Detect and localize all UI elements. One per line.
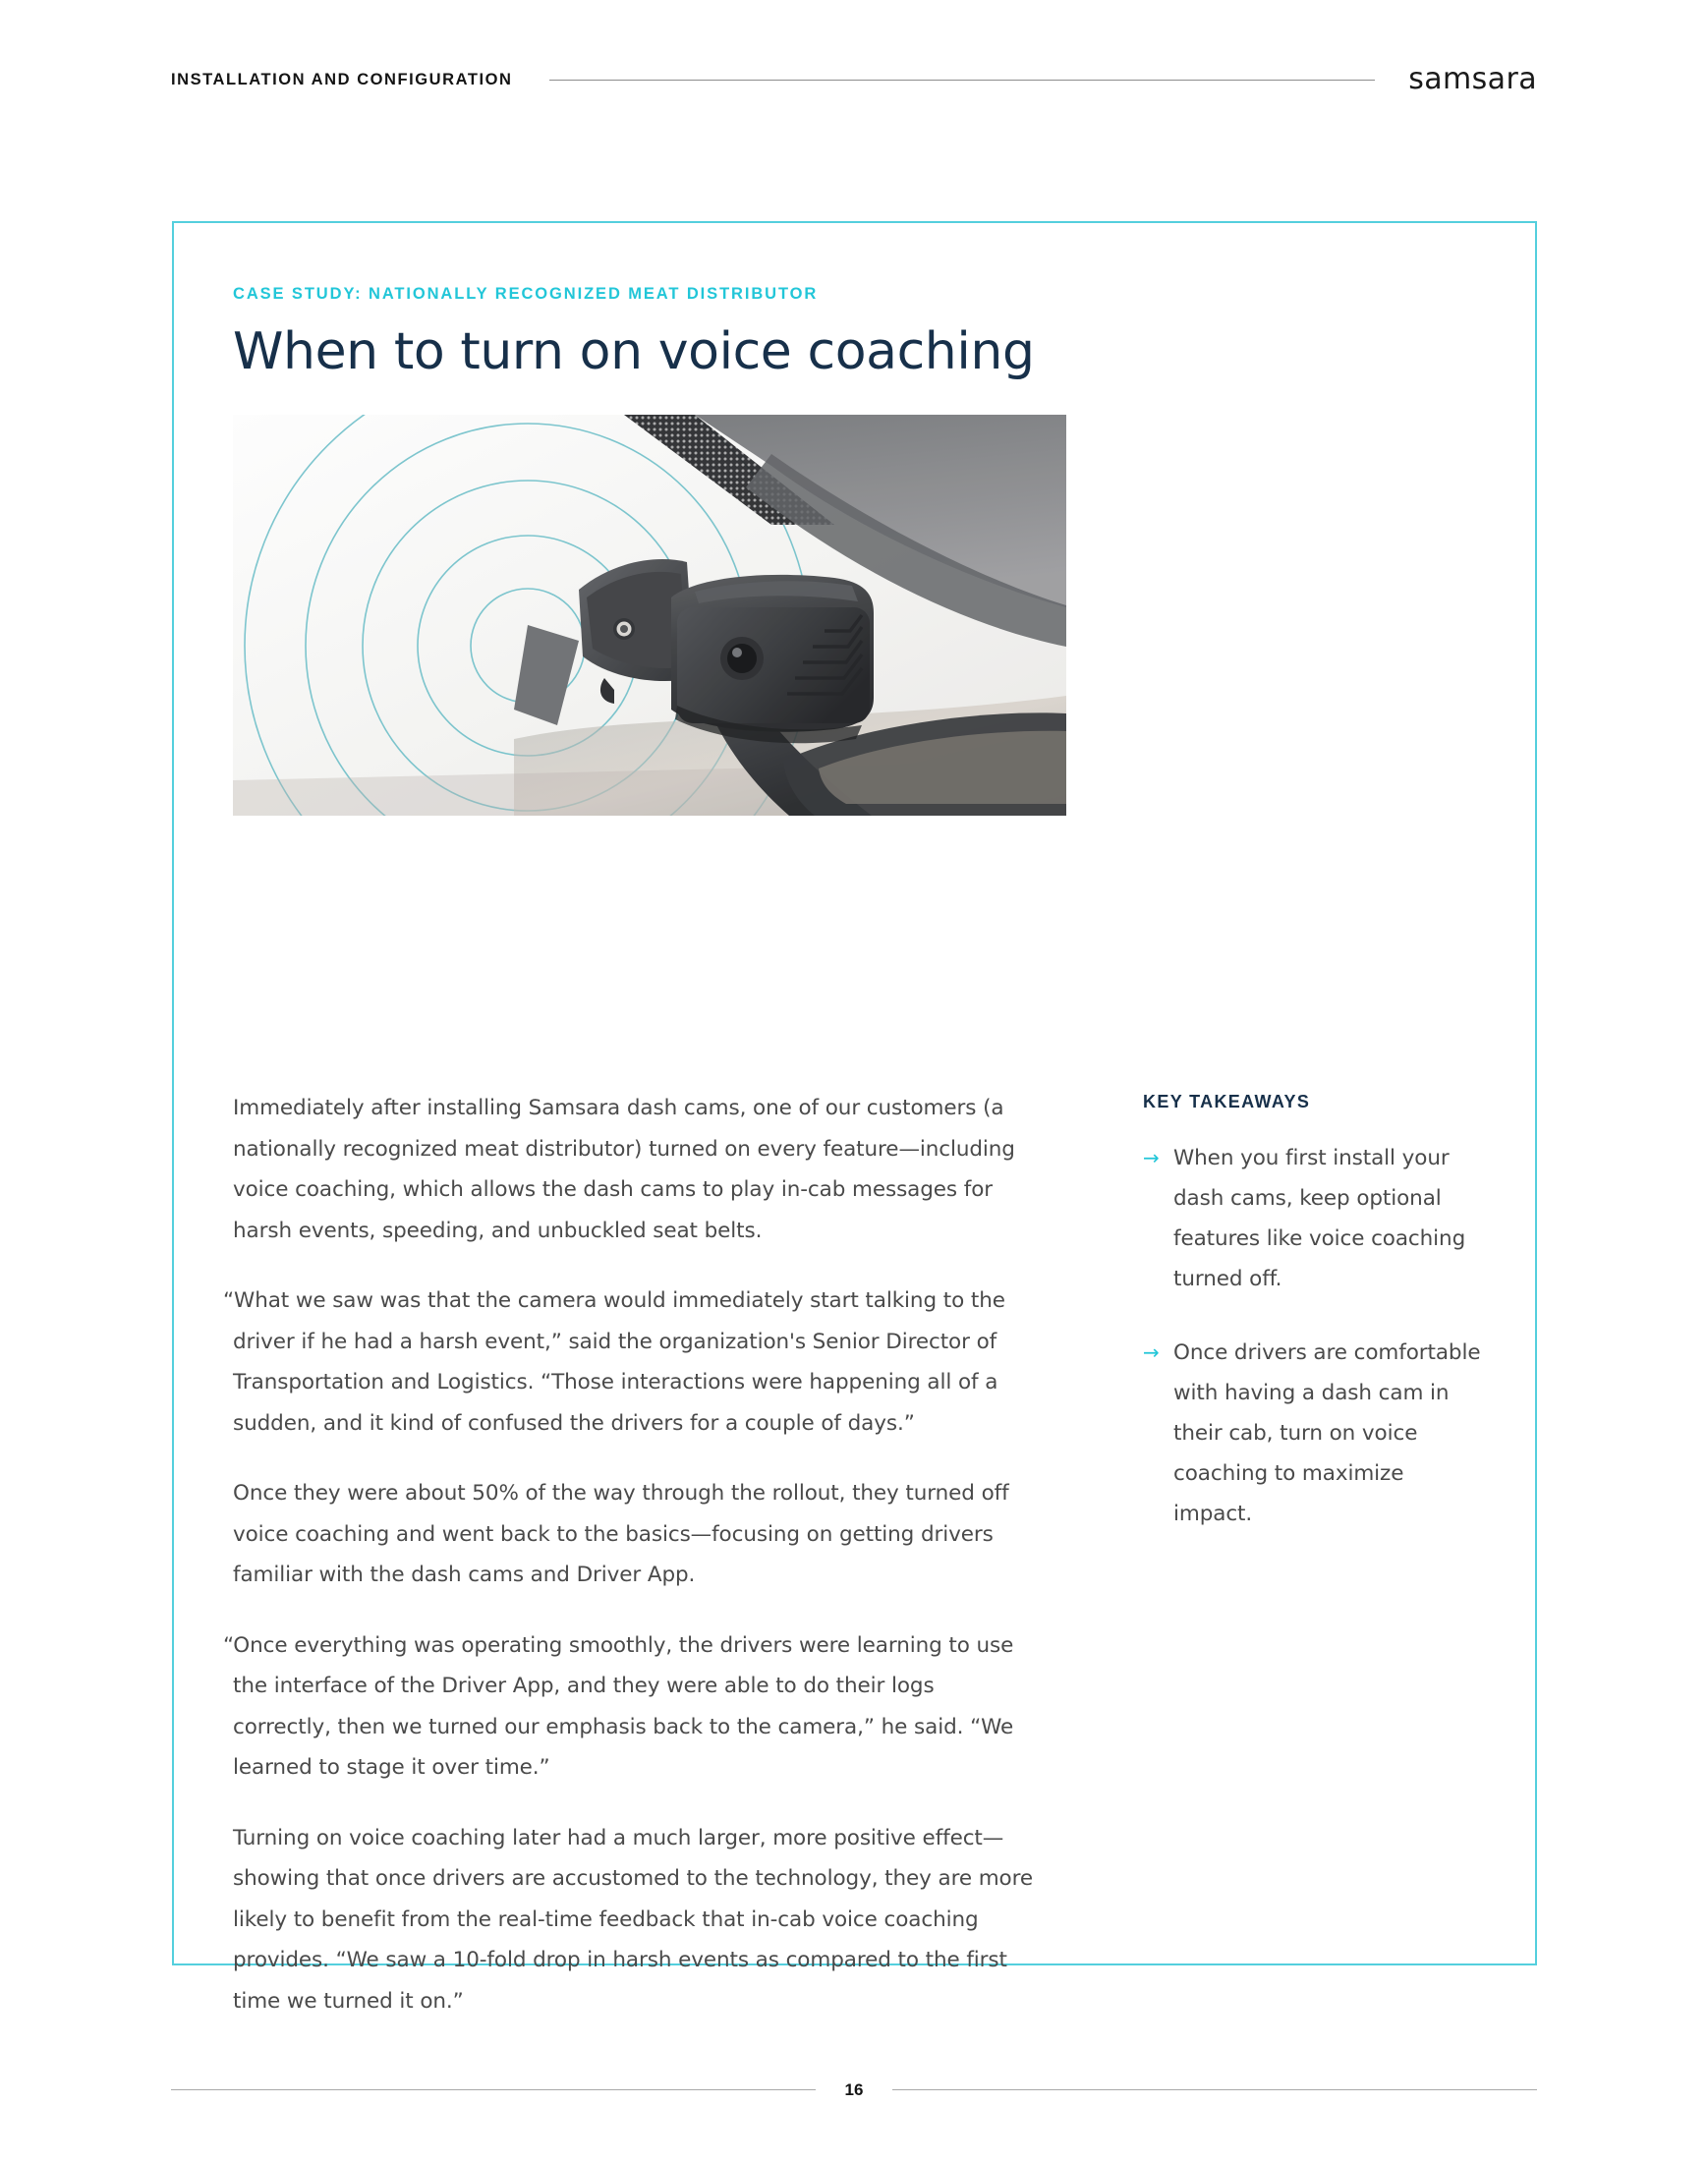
arrow-right-icon: →: [1143, 1146, 1160, 1169]
body-paragraph-quote: “What we saw was that the camera would immediately start talking to the driver if he had a harsh event,” said the organization's Senior Director of Transportation and Logistics. “Those interactions were happening all of a sudden, and it kind of confused the drivers for a couple of days.”: [223, 1288, 1005, 1436]
body-paragraph: Immediately after installing Samsara dash cams, one of our customers (a nationally recognized meat distributor) turned on every feature—including voice coaching, which allows the dash cams to play in-cab messages for harsh events, speeding, and unbuckled seat belts.: [233, 1096, 1015, 1243]
body-paragraph: Turning on voice coaching later had a much larger, more positive effect—showing that once drivers are accustomed to the technology, they are more likely to benefit from the real-time feedback that in-cab voice coaching provides. “We saw a 10-fold drop in harsh events as compared to the first time we turned it on.”: [233, 1825, 1034, 2014]
list-item: [1143, 1138, 1484, 1299]
arrow-right-icon: →: [1143, 1340, 1160, 1364]
page-number: 16: [844, 2080, 864, 2099]
page-footer: [171, 2081, 1537, 2098]
footer-divider-left: [171, 2089, 816, 2090]
key-takeaways-column: [1039, 1088, 1484, 1567]
key-takeaways-heading: KEY TAKEAWAYS: [1143, 1092, 1311, 1111]
dash-cam-photo: [233, 415, 1066, 816]
page-header: [171, 62, 1537, 96]
case-study-body: [223, 1088, 1484, 2021]
samsara-logo: samsara: [1408, 62, 1537, 96]
case-study-eyebrow-label: CASE STUDY: NATIONALLY RECOGNIZED MEAT DISTRIBUTOR: [233, 285, 819, 303]
body-paragraph: Once they were about 50% of the way through the rollout, they turned off voice coaching and went back to the basics—focusing on getting drivers familiar with the dash cams and Driver App.: [233, 1481, 1009, 1587]
dash-cam-photo-graphic: [233, 415, 1066, 816]
body-text-column: [223, 1088, 1039, 2021]
page-title: When to turn on voice coaching: [233, 322, 1035, 381]
case-study-card-header: [233, 285, 1476, 816]
list-item: [1143, 1333, 1484, 1534]
header-divider-rule: [549, 80, 1375, 81]
key-takeaway-text: Once drivers are comfortable with having a dash cam in their cab, turn on voice coaching to maximize impact.: [1173, 1340, 1481, 1526]
footer-divider-right: [892, 2089, 1537, 2090]
body-paragraph-quote: “Once everything was operating smoothly, the drivers were learning to use the interface of the Driver App, and they were able to do their logs correctly, then we turned our emphasis back to the camera,” he said. “We learned to stage it over time.”: [223, 1632, 1014, 1780]
running-head-section-label: INSTALLATION AND CONFIGURATION: [171, 70, 513, 88]
case-study-card: [172, 221, 1537, 2014]
key-takeaway-text: When you first install your dash cams, keep optional features like voice coaching turned off.: [1173, 1146, 1466, 1291]
